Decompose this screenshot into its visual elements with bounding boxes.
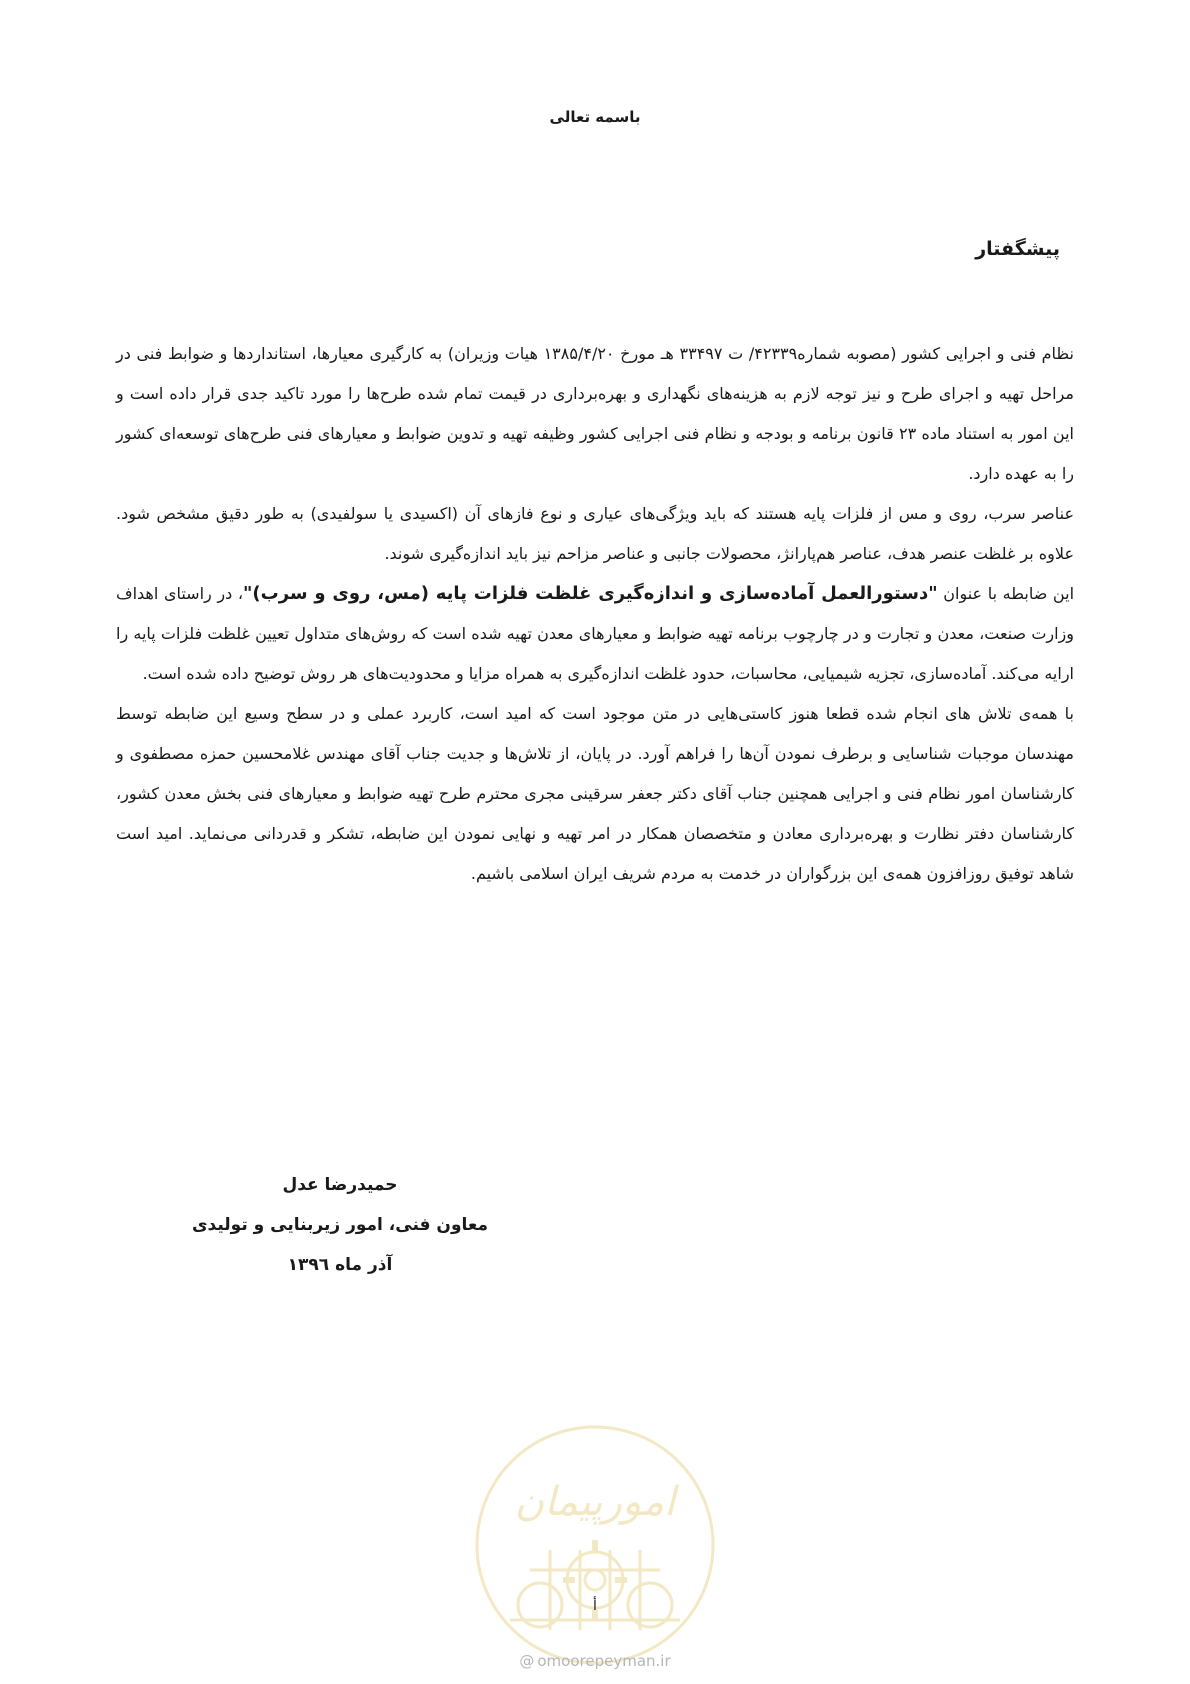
basmala-header: باسمه تعالی xyxy=(549,108,641,126)
footer-website-text: omoorepeyman.ir xyxy=(537,1652,671,1670)
signature-block xyxy=(180,1165,500,1285)
signatory-name: حمیدرضا عدل xyxy=(282,1175,398,1195)
emblem-seal-icon xyxy=(470,1420,720,1670)
page-number: أ xyxy=(593,1598,597,1614)
signature-date: آذر ماه ۱۳۹٦ xyxy=(287,1255,393,1275)
foreword-body xyxy=(116,334,1074,894)
watermark-logo-text: امورپیمان xyxy=(514,1479,676,1525)
paragraph-3-rest: ، در راستای اهداف وزارت صنعت، معدن و تجارت و در چارچوب برنامه تهیه ضوابط و معیارهای معدن تهیه شده است که روش‌های متداول تعیین غلظت فلزات پایه را ارایه می‌کند. آماده‌سازی، تجزیه شیمیایی، محاسبات، حدود غلظت اندازه‌گیری به همراه مزایا و محدودیت‌های هر روش توضیح داده شده است. xyxy=(116,584,1074,683)
document-title-emphasis: "دستورالعمل آماده‌سازی و اندازه‌گیری غلظت فلزات پایه (مس، روی و سرب)" xyxy=(243,583,938,604)
paragraph-1: نظام فنی و اجرایی کشور (مصوبه شماره۴۲۳۳۹/ ت ۳۳۴۹۷ هـ مورخ ۱۳۸۵/۴/۲۰ هیات وزیران) به کارگیری معیارها، استانداردها و ضوابط فنی در مراحل تهیه و اجرای طرح و نیز توجه لازم به هزینه‌های نگهداری و بهره‌برداری در قیمت تمام شده طرح‌ها را مورد تاکید جدی قرار داده است و این امور به استناد ماده ۲۳ قانون برنامه و بودجه و نظام فنی اجرایی کشور وظیفه تهیه و تدوین ضوابط و معیارهای فنی طرح‌های توسعه‌ای کشور را به عهده دارد. xyxy=(116,344,1075,483)
paragraph-3-start: این ضابطه با عنوان xyxy=(937,584,1075,603)
section-title: پیشگفتار xyxy=(975,238,1060,260)
footer-website xyxy=(0,1652,1190,1670)
paragraph-2: عناصر سرب، روی و مس از فلزات پایه هستند که باید ویژگی‌های عیاری و نوع فازهای آن (اکسیدی یا سولفیدی) به طور دقیق مشخص شود. علاوه بر غلظت عنصر هدف، عناصر هم‌پارانژ، محصولات جانبی و عناصر مزاحم نیز باید اندازه‌گیری شوند. xyxy=(116,504,1074,563)
paragraph-4: با همه‌ی تلاش های انجام شده قطعا هنوز کاستی‌هایی در متن موجود است که امید است، کاربرد عملی و در سطح وسیع این ضابطه توسط مهندسان موجبات شناسایی و برطرف نمودن آن‌ها را فراهم آورد. در پایان، از تلاش‌ها و جدیت جناب آقای مهندس غلامحسین حمزه مصطفوی و کارشناسان امور نظام فنی و اجرایی همچنین جناب آقای دکتر جعفر سرقینی مجری محترم طرح تهیه ضوابط و معیارهای فنی بخش معدن کشور، کارشناسان دفتر نظارت و بهره‌برداری معادن و متخصصان همکار در امر تهیه و نهایی نمودن این ضابطه، تشکر و قدردانی می‌نماید. امید است شاهد توفیق روزافزون همه‌ی این بزرگواران در خدمت به مردم شریف ایران اسلامی باشیم. xyxy=(116,704,1074,883)
at-icon: @ xyxy=(519,1652,535,1670)
signatory-position: معاون فنی، امور زیربنایی و تولیدی xyxy=(191,1215,489,1235)
paragraph-3 xyxy=(116,574,1074,694)
